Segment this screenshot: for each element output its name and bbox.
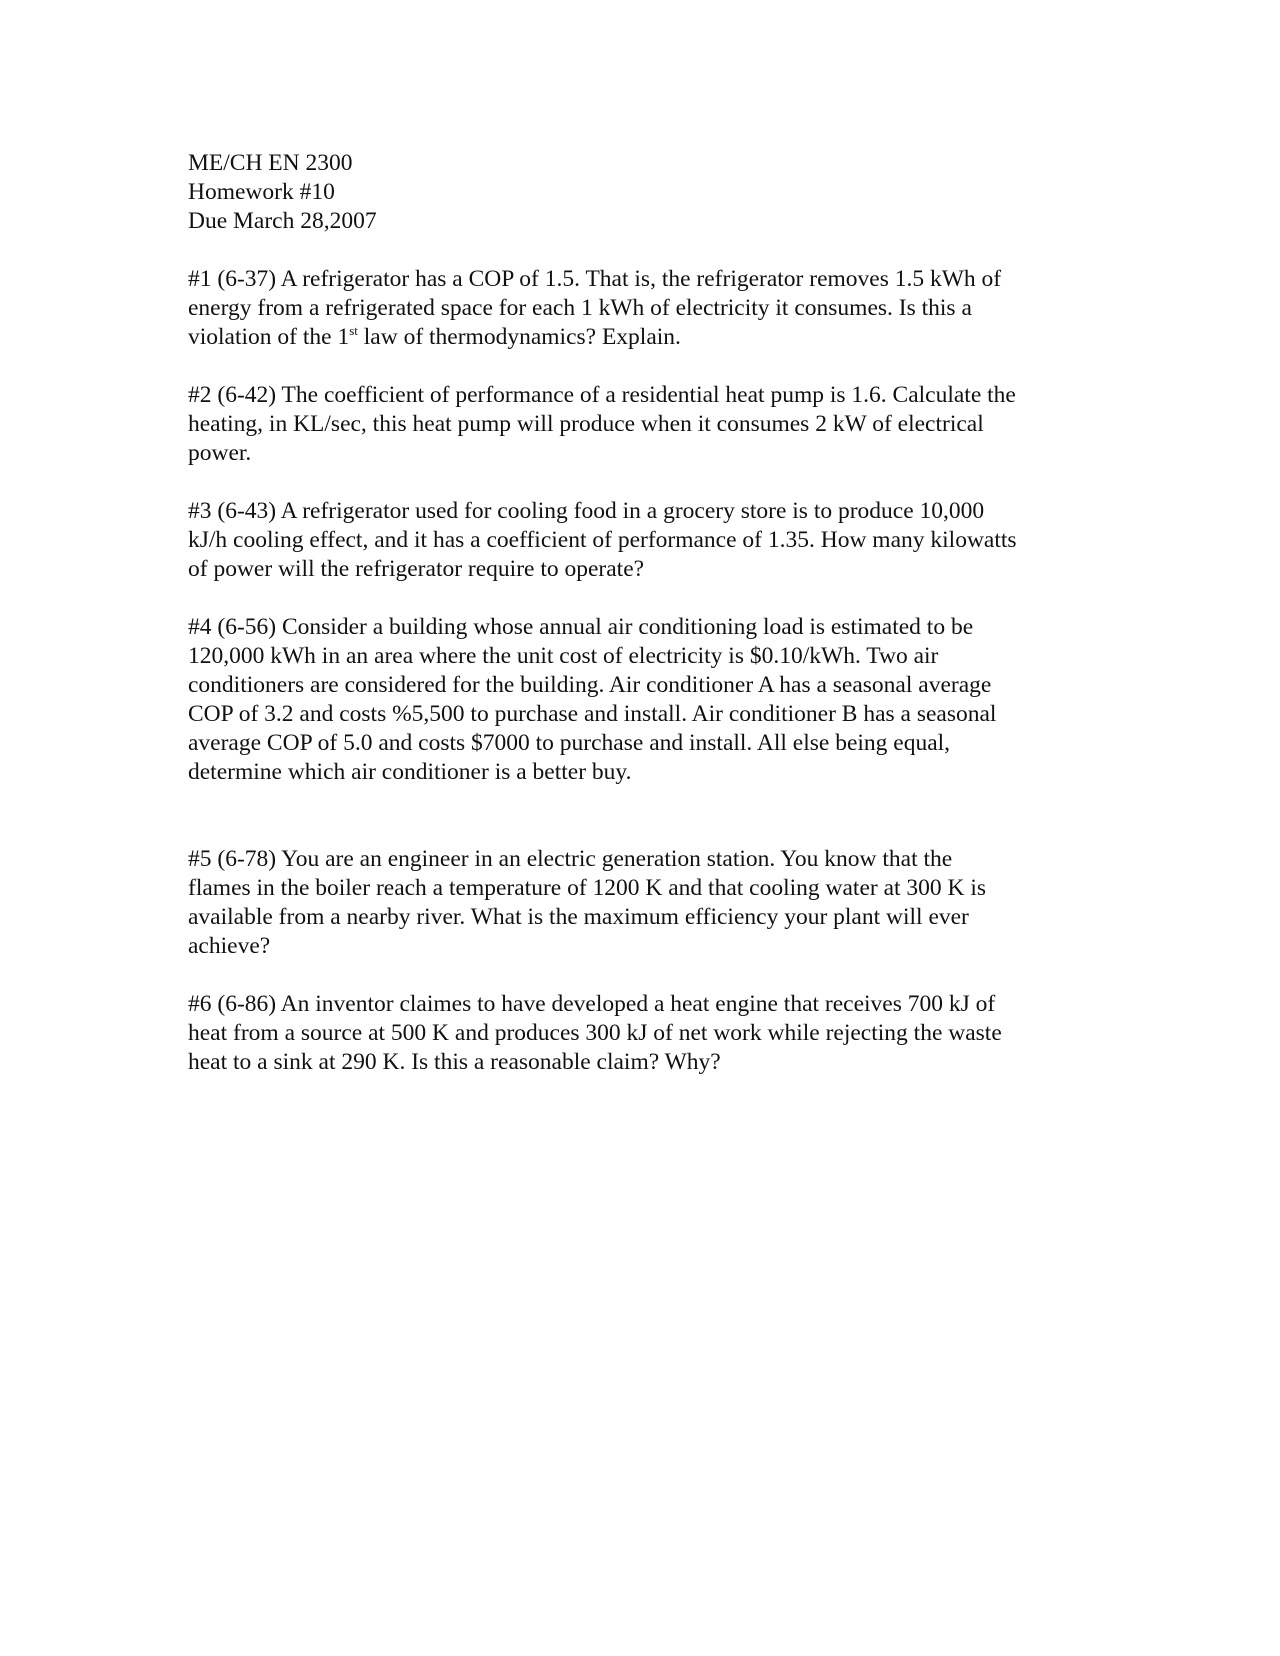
problem-3-line-2: kJ/h cooling effect, and it has a coefficient of performance of 1.35. How many kilowatts — [188, 527, 1017, 553]
problem-6-line-2: heat from a source at 500 K and produces 300 kJ of net work while rejecting the waste — [188, 1020, 1002, 1046]
problem-4-line-5: average COP of 5.0 and costs $7000 to purchase and install. All else being equal, — [188, 730, 951, 756]
problem-2-line-2: heating, in KL/sec, this heat pump will produce when it consumes 2 kW of electrical — [188, 411, 984, 437]
problem-1-line-3 — [188, 323, 1108, 352]
problem-3 — [188, 497, 1108, 584]
problem-5 — [188, 845, 1108, 961]
ordinal-suffix: st — [349, 323, 358, 338]
problem-1-line-1: #1 (6-37) A refrigerator has a COP of 1.5. That is, the refrigerator removes 1.5 kWh of — [188, 266, 1002, 292]
problem-6-line-1: #6 (6-86) An inventor claimes to have developed a heat engine that receives 700 kJ of — [188, 991, 996, 1017]
problem-5-line-3: available from a nearby river. What is the maximum efficiency your plant will ever — [188, 904, 969, 930]
document-body — [188, 149, 1108, 1106]
problem-1-line-3-start: violation of the 1 — [188, 324, 350, 350]
homework-number: Homework #10 — [188, 179, 335, 205]
problem-5-line-1: #5 (6-78) You are an engineer in an electric generation station. You know that the — [188, 846, 953, 872]
problem-4 — [188, 613, 1108, 787]
problem-3-line-3: of power will the refrigerator require to operate? — [188, 556, 645, 582]
problem-1-line-2: energy from a refrigerated space for each 1 kWh of electricity it consumes. Is this a — [188, 295, 972, 321]
problem-2 — [188, 381, 1108, 468]
assignment-header — [188, 149, 1108, 236]
problem-4-line-1: #4 (6-56) Consider a building whose annual air conditioning load is estimated to be — [188, 614, 974, 640]
due-date: Due March 28,2007 — [188, 208, 377, 234]
problem-4-line-3: conditioners are considered for the building. Air conditioner A has a seasonal average — [188, 672, 992, 698]
problem-5-line-4: achieve? — [188, 933, 271, 959]
problem-2-line-1: #2 (6-42) The coefficient of performance of a residential heat pump is 1.6. Calculate the — [188, 382, 1016, 408]
problem-2-line-3: power. — [188, 440, 252, 466]
problem-4-line-6: determine which air conditioner is a better buy. — [188, 759, 632, 785]
problem-4-line-2: 120,000 kWh in an area where the unit cost of electricity is $0.10/kWh. Two air — [188, 643, 939, 669]
problem-3-line-1: #3 (6-43) A refrigerator used for cooling food in a grocery store is to produce 10,000 — [188, 498, 985, 524]
problem-5-line-2: flames in the boiler reach a temperature of 1200 K and that cooling water at 300 K is — [188, 875, 987, 901]
problem-6-line-3: heat to a sink at 290 K. Is this a reasonable claim? Why? — [188, 1049, 721, 1075]
problem-1 — [188, 265, 1108, 352]
course-code: ME/CH EN 2300 — [188, 150, 353, 176]
problem-4-line-4: COP of 3.2 and costs %5,500 to purchase and install. Air conditioner B has a seasonal — [188, 701, 997, 727]
problem-6 — [188, 990, 1108, 1077]
problem-1-line-3-end: law of thermodynamics? Explain. — [357, 324, 681, 350]
